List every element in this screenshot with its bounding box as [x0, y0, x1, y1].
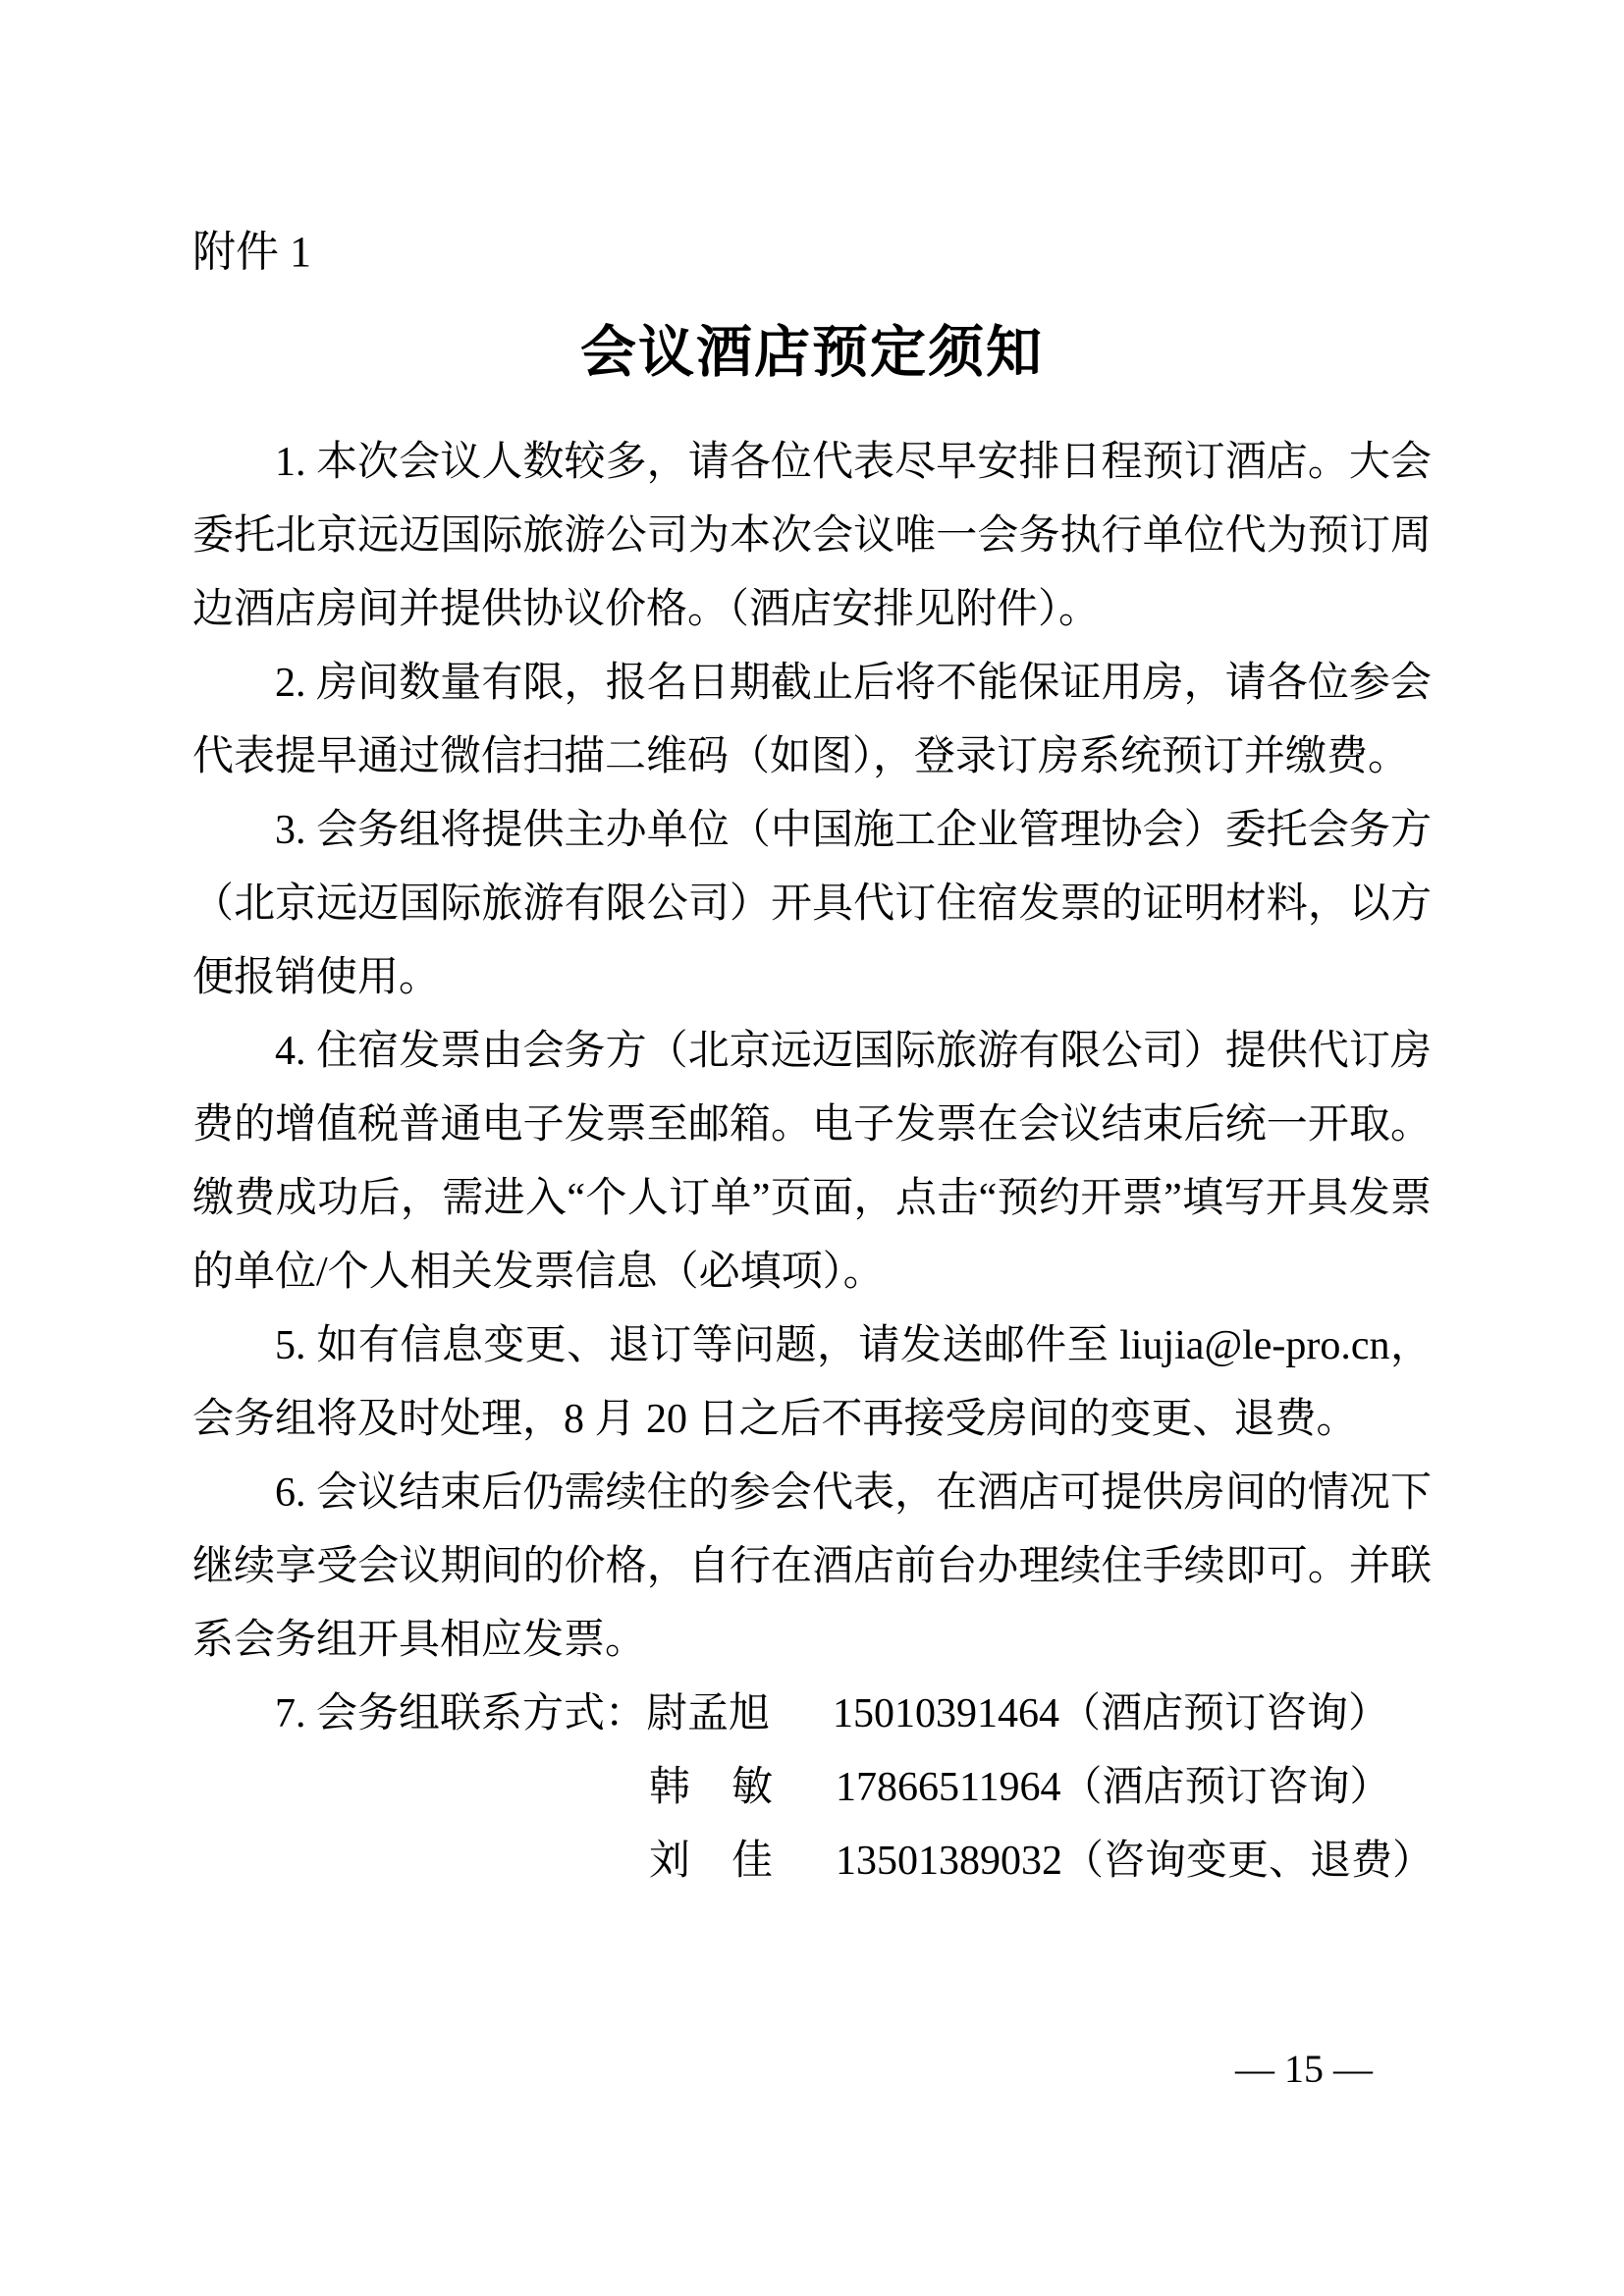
document-title: 会议酒店预定须知: [580, 322, 1044, 384]
contact-phone: 15010391464: [833, 1691, 1060, 1736]
contact-note: （酒店预订咨询）: [1059, 1691, 1390, 1736]
attachment-label: 附件 1: [192, 228, 311, 276]
document-body: [192, 426, 1435, 1898]
contact-phone: 13501389032: [836, 1839, 1062, 1884]
contact-note: （咨询变更、退费）: [1062, 1839, 1435, 1884]
contact-phone: 17866511964: [836, 1765, 1061, 1810]
contact-row-3: [192, 1825, 1435, 1898]
contact-name: 刘 佳: [649, 1839, 774, 1884]
contact-name: 尉孟旭: [646, 1691, 771, 1736]
notice-paragraph-2: 2. 房间数量有限，报名日期截止后将不能保证用房，请各位参会代表提早通过微信扫描二维码（如图），登录订房系统预订并缴费。: [192, 661, 1432, 779]
contact-note: （酒店预订咨询）: [1060, 1765, 1391, 1810]
notice-paragraph-5: 5. 如有信息变更、退订等问题，请发送邮件至 liujia@le-pro.cn，会务组将及时处理，8 月 20 日之后不再接受房间的变更、退费。: [192, 1323, 1432, 1442]
notice-paragraph-1: 1. 本次会议人数较多，请各位代表尽早安排日程预订酒店。大会委托北京远迈国际旅游公司为本次会议唯一会务执行单位代为预订周边酒店房间并提供协议价格。（酒店安排见附件）。: [192, 440, 1432, 632]
contact-row-2: [192, 1751, 1432, 1825]
contacts-prefix: 7. 会务组联系方式：: [275, 1691, 647, 1736]
contact-row-1: [192, 1678, 1432, 1751]
contact-name: 韩 敏: [649, 1765, 774, 1810]
notice-paragraph-4: 4. 住宿发票由会务方（北京远迈国际旅游有限公司）提供代订房费的增值税普通电子发票至邮箱。电子发票在会议结束后统一开取。缴费成功后，需进入“个人订单”页面，点击“预约开票”填写开具发票的单位/个人相关发票信息（必填项）。: [192, 1029, 1432, 1295]
notice-paragraph-3: 3. 会务组将提供主办单位（中国施工企业管理协会）委托会务方（北京远迈国际旅游有限公司）开具代订住宿发票的证明材料，以方便报销使用。: [192, 808, 1432, 1000]
page-number: — 15 —: [1235, 2047, 1373, 2091]
notice-paragraph-6: 6. 会议结束后仍需续住的参会代表，在酒店可提供房间的情况下继续享受会议期间的价格，自行在酒店前台办理续住手续即可。并联系会务组开具相应发票。: [192, 1470, 1432, 1663]
